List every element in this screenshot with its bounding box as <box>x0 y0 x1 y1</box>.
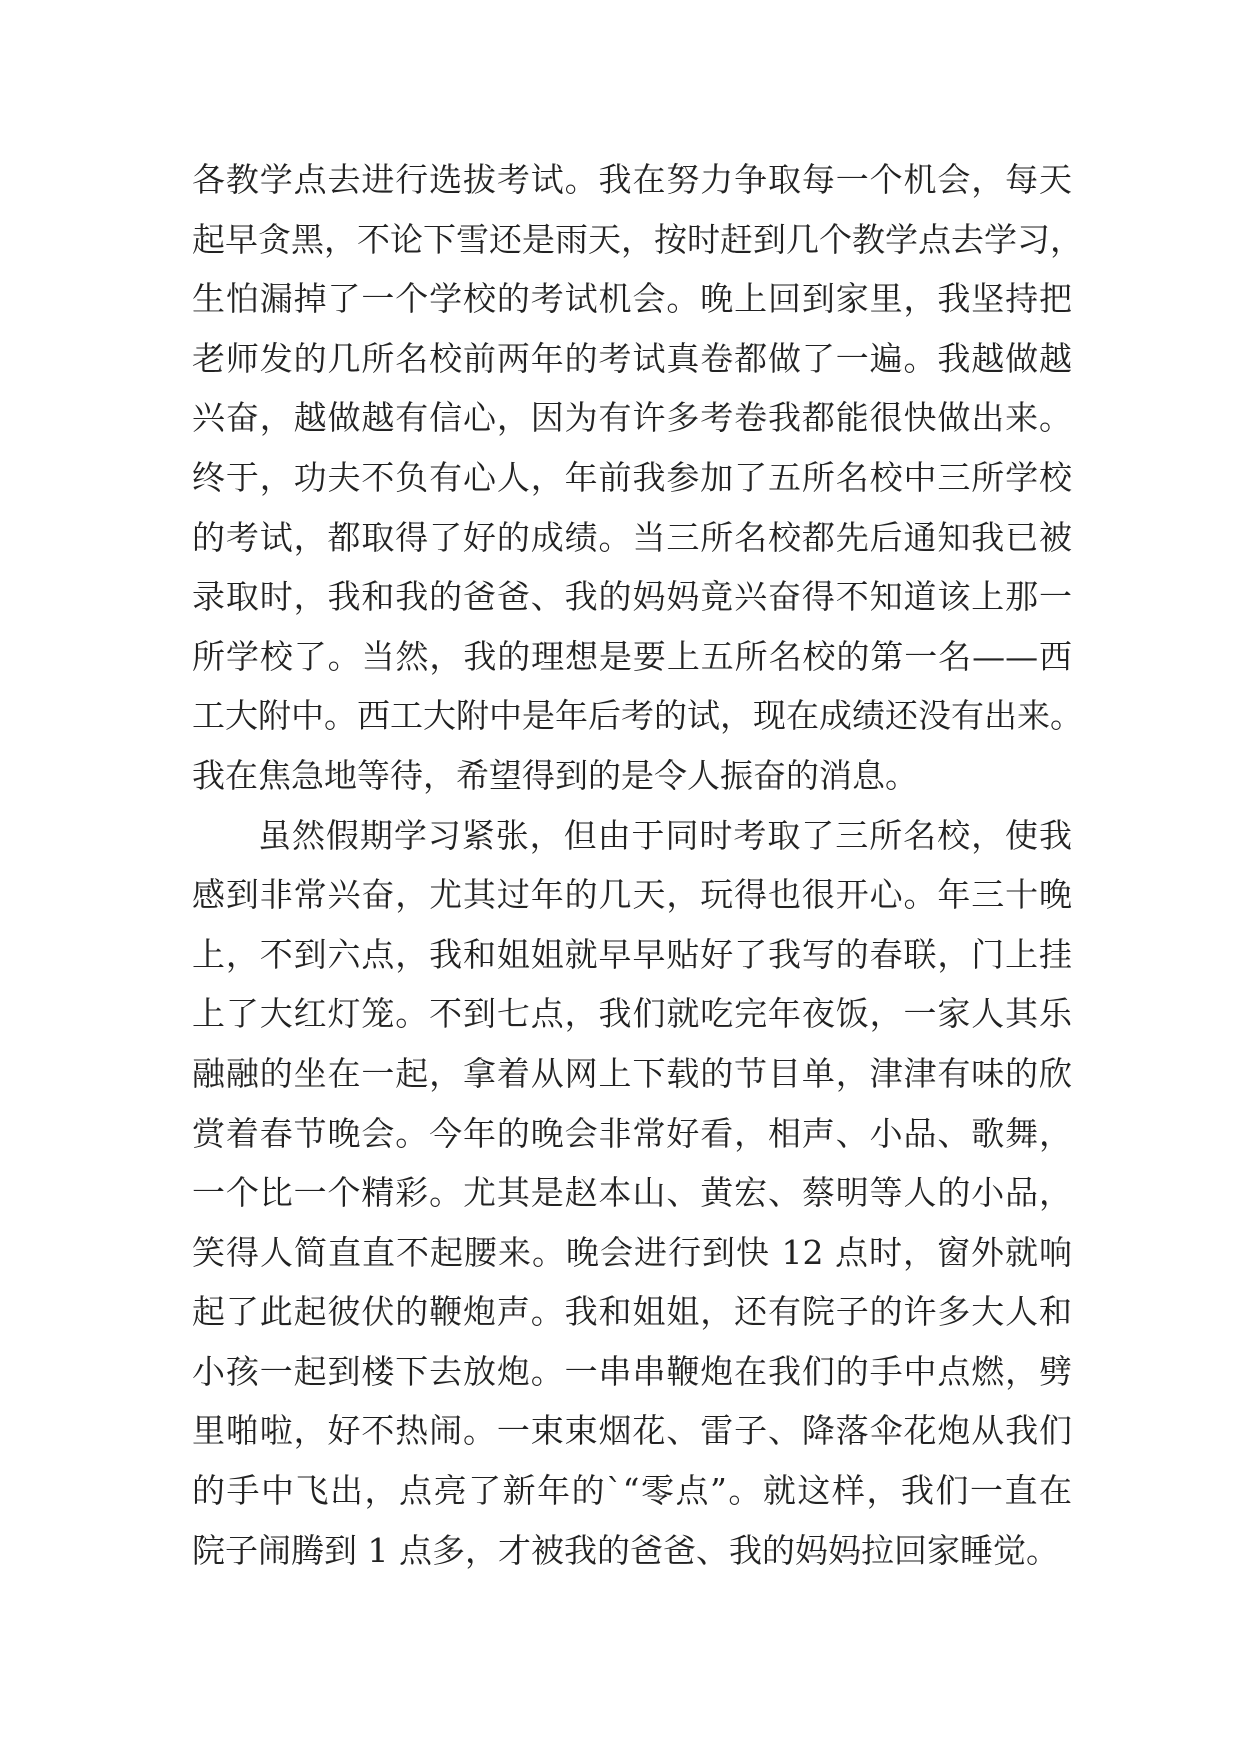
text-line: 里啪啦，好不热闹。一束束烟花、雷子、降落伞花炮从我们 <box>192 1411 1072 1451</box>
text-line: 录取时，我和我的爸爸、我的妈妈竟兴奋得不知道该上那一 <box>192 577 1072 617</box>
text-line: 老师发的几所名校前两年的考试真卷都做了一遍。我越做越 <box>192 338 1072 378</box>
text-line: 我在焦急地等待，希望得到的是令人振奋的消息。 <box>192 755 918 795</box>
text-line: 起了此起彼伏的鞭炮声。我和姐姐，还有院子的许多大人和 <box>192 1292 1072 1332</box>
text-line: 工大附中。西工大附中是年后考的试，现在成绩还没有出来。 <box>192 696 1083 736</box>
text-line: 上，不到六点，我和姐姐就早早贴好了我写的春联，门上挂 <box>192 934 1072 974</box>
text-line: 笑得人简直直不起腰来。晚会进行到快 12 点时，窗外就响 <box>192 1232 1072 1272</box>
text-line: 的手中飞出，点亮了新年的`“零点”。就这样，我们一直在 <box>192 1471 1072 1511</box>
text-line: 终于，功夫不负有心人，年前我参加了五所名校中三所学校 <box>192 457 1072 497</box>
text-line: 的考试，都取得了好的成绩。当三所名校都先后通知我已被 <box>192 517 1072 557</box>
paragraph-2 <box>192 806 1072 1581</box>
text-line: 虽然假期学习紧张，但由于同时考取了三所名校，使我 <box>258 815 1072 855</box>
text-line: 兴奋，越做越有信心，因为有许多考卷我都能很快做出来。 <box>192 398 1072 438</box>
text-line: 上了大红灯笼。不到七点，我们就吃完年夜饭，一家人其乐 <box>192 994 1072 1034</box>
paragraph-1 <box>192 150 1083 806</box>
document-body <box>192 150 1083 1580</box>
text-line: 一个比一个精彩。尤其是赵本山、黄宏、蔡明等人的小品， <box>192 1173 1072 1213</box>
text-line: 所学校了。当然，我的理想是要上五所名校的第一名——西 <box>192 636 1072 676</box>
text-line: 感到非常兴奋，尤其过年的几天，玩得也很开心。年三十晚 <box>192 875 1072 915</box>
text-line: 院子闹腾到 1 点多，才被我的爸爸、我的妈妈拉回家睡觉。 <box>192 1530 1059 1570</box>
text-line: 生怕漏掉了一个学校的考试机会。晚上回到家里，我坚持把 <box>192 279 1072 319</box>
text-line: 融融的坐在一起，拿着从网上下载的节目单，津津有味的欣 <box>192 1053 1072 1093</box>
text-line: 起早贪黑，不论下雪还是雨天，按时赶到几个教学点去学习， <box>192 219 1083 259</box>
text-line: 各教学点去进行选拔考试。我在努力争取每一个机会，每天 <box>192 160 1072 199</box>
text-line: 小孩一起到楼下去放炮。一串串鞭炮在我们的手中点燃，劈 <box>192 1351 1072 1391</box>
text-line: 赏着春节晚会。今年的晚会非常好看，相声、小品、歌舞， <box>192 1113 1072 1153</box>
